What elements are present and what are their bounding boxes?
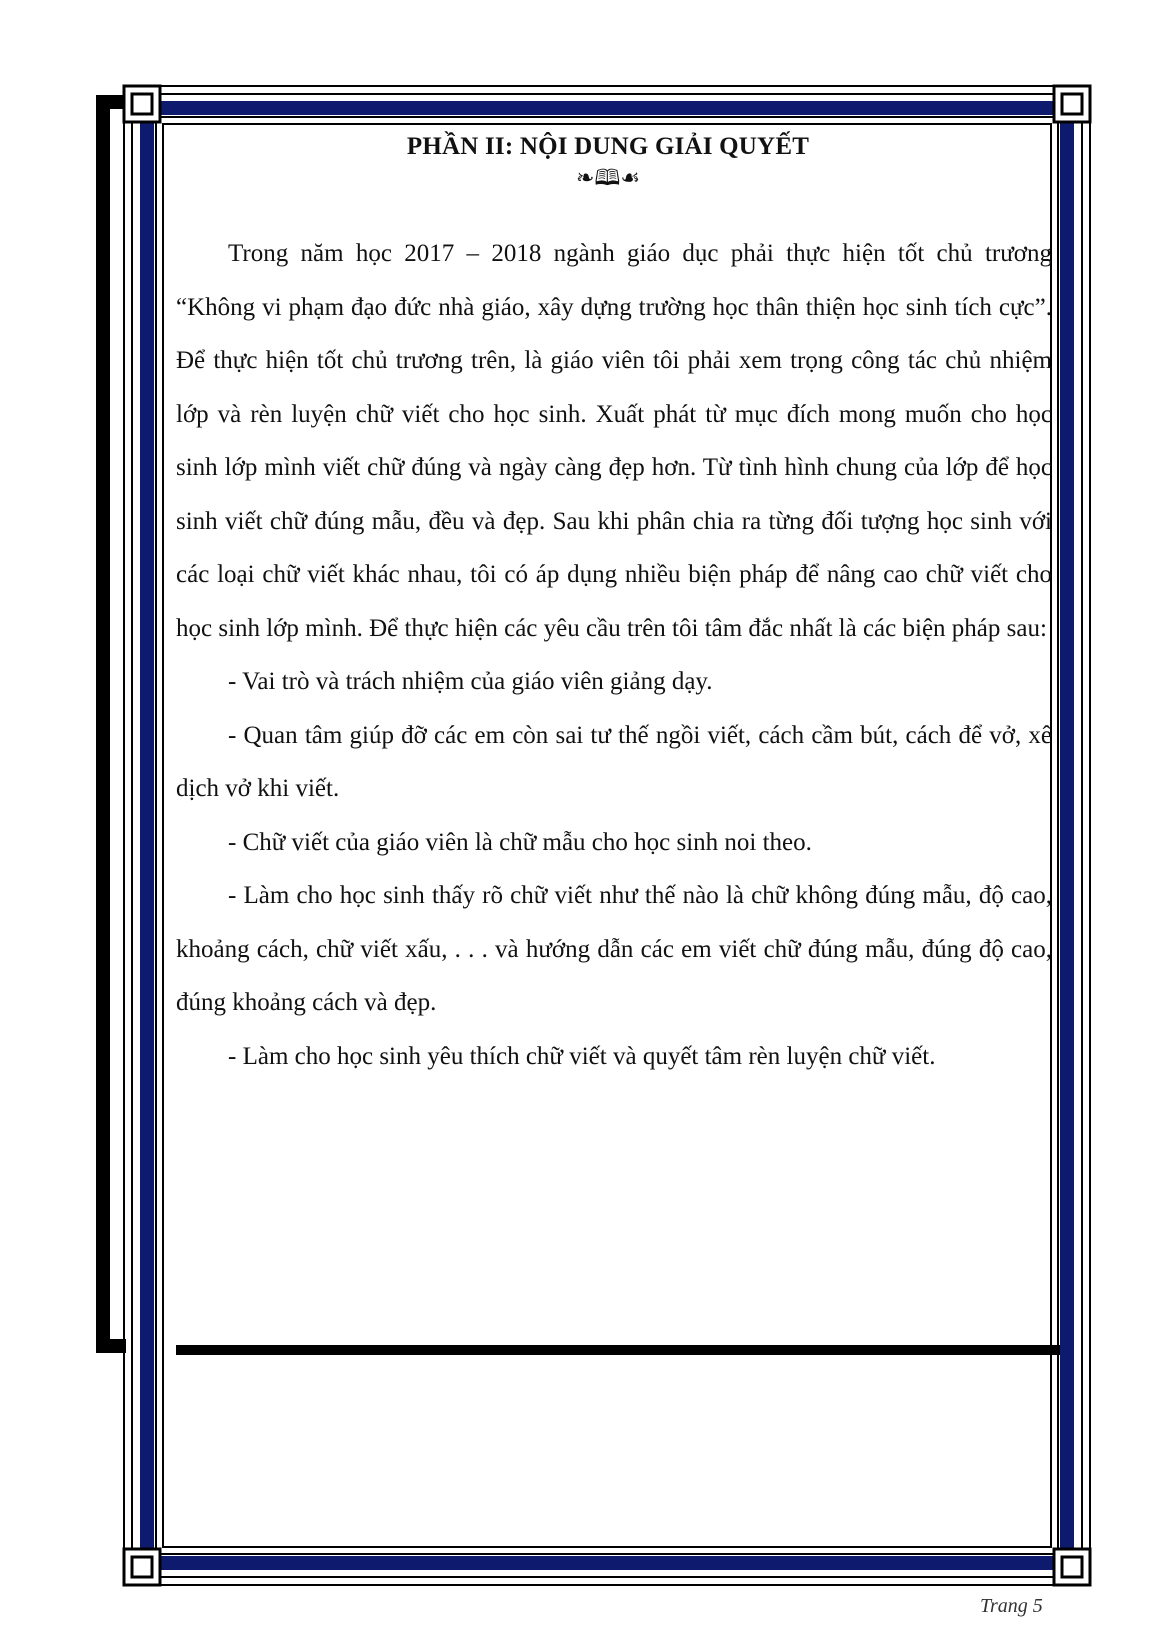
page-number: Trang 5 [980, 1595, 1043, 1617]
measure-item: - Vai trò và trách nhiệm của giáo viên giảng dạy. [228, 668, 713, 695]
left-black-bracket [96, 95, 110, 1353]
corner-ornament-tr [1054, 86, 1090, 122]
intro-paragraph: Trong năm học 2017 – 2018 ngành giáo dục phải thực hiện tốt chủ trương “Không vi phạm đạo đức nhà giáo, xây dựng trường học thân thiện học sinh tích cực”. Để thực hiện tốt chủ trương trên, là giáo viên tôi phải xem trọng công tác chủ nhiệm lớp và rèn luyện chữ viết cho học sinh. Xuất phát từ mục đích mong muốn cho học sinh lớp mình viết chữ đúng và ngày càng đẹp hơn. Từ tình hình chung của lớp để học sinh viết chữ đúng mẫu, đều và đẹp. Sau khi phân chia ra từng đối tượng học sinh với các loại chữ viết khác nhau, tôi có áp dụng nhiều biện pháp để nâng cao chữ viết cho học sinh lớp mình. Để thực hiện các yêu cầu trên tôi tâm đắc nhất là các biện pháp sau: [176, 240, 1052, 642]
left-black-bracket-top [96, 95, 126, 109]
corner-ornament-bl [124, 1549, 160, 1585]
page-title: PHẦN II: NỘI DUNG GIẢI QUYẾT [406, 133, 810, 160]
measure-item: - Làm cho học sinh yêu thích chữ viết và quyết tâm rèn luyện chữ viết. [228, 1042, 936, 1070]
main-content [176, 227, 1052, 1083]
corner-ornament-tl [124, 86, 160, 122]
measure-item: - Quan tâm giúp đỡ các em còn sai tư thế ngồi viết, cách cầm bút, cách để vở, xê dịch vở khi viết. [176, 721, 1052, 802]
measure-item: - Làm cho học sinh thấy rõ chữ viết như thế nào là chữ không đúng mẫu, độ cao, khoảng cách, chữ viết xấu, . . . và hướng dẫn các em viết chữ đúng mẫu, đúng độ cao, đúng khoảng cách và đẹp. [176, 882, 1052, 1016]
left-black-bracket-bottom [96, 1339, 126, 1353]
measure-item: - Chữ viết của giáo viên là chữ mẫu cho học sinh noi theo. [228, 828, 812, 856]
book-ornament-icon: ❧🕮☙ [575, 166, 641, 191]
horizontal-rule [176, 1345, 1060, 1355]
corner-ornament-br [1054, 1549, 1090, 1585]
